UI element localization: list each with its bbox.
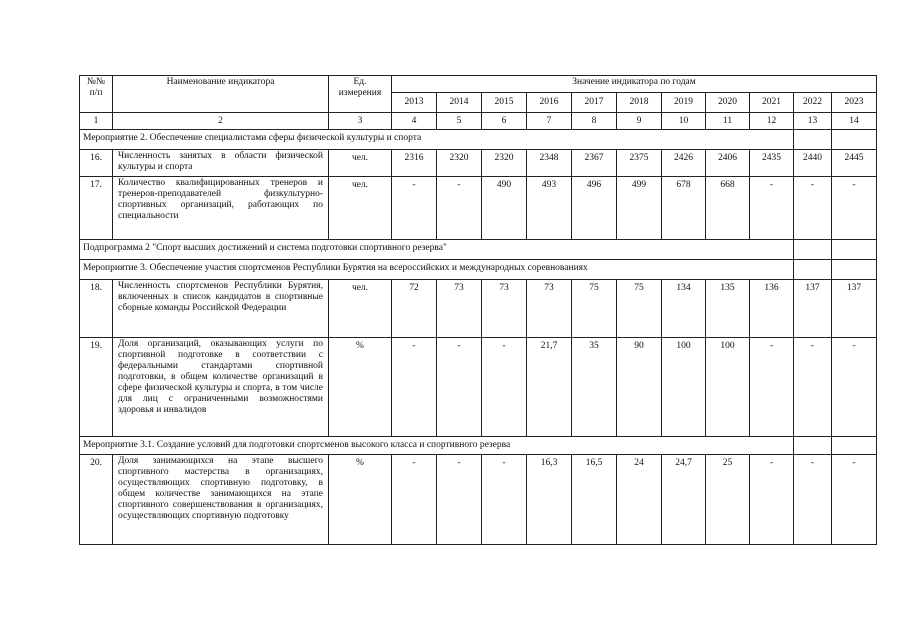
section-title: Мероприятие 3. Обеспечение участия спортсменов Республики Бурятия на всероссийских и международных соревнованиях — [80, 260, 794, 280]
value-cell: 496 — [572, 177, 617, 240]
value-cell: 90 — [617, 338, 662, 437]
value-cell: 2367 — [572, 150, 617, 177]
year-cell: 2013 — [392, 93, 437, 113]
value-cell: 2348 — [527, 150, 572, 177]
value-cell: - — [392, 455, 437, 545]
value-cell: 499 — [617, 177, 662, 240]
column-number: 6 — [482, 113, 527, 130]
year-cell: 2017 — [572, 93, 617, 113]
column-number: 3 — [329, 113, 392, 130]
column-number: 8 — [572, 113, 617, 130]
indicator-name: Доля занимающихся на этапе высшего спортивного мастерства в организациях, осуществляющих спортивную подготовку, в общем количестве занимающихся на этапе спортивного совершенствования в организациях, осуществляющих спортивную подготовку — [113, 455, 329, 545]
value-cell: - — [392, 177, 437, 240]
value-cell: - — [482, 338, 527, 437]
row-index: 16. — [80, 150, 113, 177]
header-values-title: Значение индикатора по годам — [392, 76, 877, 93]
value-cell: 137 — [832, 280, 877, 338]
value-cell: 135 — [706, 280, 750, 338]
column-number: 5 — [437, 113, 482, 130]
column-number: 9 — [617, 113, 662, 130]
value-cell: - — [832, 177, 877, 240]
year-cell: 2021 — [750, 93, 794, 113]
value-cell: 134 — [662, 280, 706, 338]
unit-cell: чел. — [329, 280, 392, 338]
value-cell: 2435 — [750, 150, 794, 177]
value-cell: 2316 — [392, 150, 437, 177]
row-index: 20. — [80, 455, 113, 545]
indicator-name: Количество квалифицированных тренеров и тренеров-преподавателей физкультурно-спортивных организаций, работающих по специальности — [113, 177, 329, 240]
year-cell: 2018 — [617, 93, 662, 113]
value-cell: - — [437, 338, 482, 437]
value-cell: - — [794, 338, 832, 437]
unit-cell: % — [329, 455, 392, 545]
value-cell: 137 — [794, 280, 832, 338]
unit-cell: % — [329, 338, 392, 437]
table-row — [80, 150, 877, 177]
value-cell: 24,7 — [662, 455, 706, 545]
value-cell: - — [437, 455, 482, 545]
section-title: Мероприятие 3.1. Создание условий для подготовки спортсменов высокого класса и спортивного резерва — [80, 437, 794, 455]
indicator-table — [79, 75, 877, 545]
value-cell: 72 — [392, 280, 437, 338]
value-cell: - — [750, 338, 794, 437]
value-cell: - — [482, 455, 527, 545]
row-index: 17. — [80, 177, 113, 240]
value-cell: 2445 — [832, 150, 877, 177]
column-number-row — [80, 113, 877, 130]
value-cell: - — [437, 177, 482, 240]
indicator-name: Численность спортсменов Республики Бурятия, включенных в список кандидатов в спортивные сборные команды Российской Федерации — [113, 280, 329, 338]
value-cell: - — [794, 177, 832, 240]
value-cell: - — [750, 177, 794, 240]
year-cell: 2014 — [437, 93, 482, 113]
column-number: 11 — [706, 113, 750, 130]
value-cell: 668 — [706, 177, 750, 240]
column-number: 7 — [527, 113, 572, 130]
indicator-name: Доля организаций, оказывающих услуги по спортивной подготовке в соответствии с федеральными стандартами спортивной подготовки, в общем количестве организаций в сфере физической культуры и спорта, в том числе для лиц с ограниченными возможностями здоровья и инвалидов — [113, 338, 329, 437]
header-name: Наименование индикатора — [113, 76, 329, 113]
header-row — [80, 76, 877, 93]
value-cell: 2440 — [794, 150, 832, 177]
value-cell: 75 — [617, 280, 662, 338]
value-cell: 25 — [706, 455, 750, 545]
column-number: 13 — [794, 113, 832, 130]
section-row — [80, 130, 877, 150]
year-cell: 2019 — [662, 93, 706, 113]
value-cell: - — [794, 455, 832, 545]
column-number: 4 — [392, 113, 437, 130]
row-index: 19. — [80, 338, 113, 437]
section-row — [80, 260, 877, 280]
value-cell: 73 — [482, 280, 527, 338]
value-cell: 16,5 — [572, 455, 617, 545]
table-row — [80, 177, 877, 240]
column-number: 10 — [662, 113, 706, 130]
value-cell: 2375 — [617, 150, 662, 177]
value-cell: 16,3 — [527, 455, 572, 545]
column-number: 2 — [113, 113, 329, 130]
column-number: 14 — [832, 113, 877, 130]
year-cell: 2022 — [794, 93, 832, 113]
header-num: №№ п/п — [80, 76, 113, 113]
value-cell: 2406 — [706, 150, 750, 177]
column-number: 12 — [750, 113, 794, 130]
value-cell: 493 — [527, 177, 572, 240]
year-cell: 2016 — [527, 93, 572, 113]
value-cell: 21,7 — [527, 338, 572, 437]
section-row — [80, 240, 877, 260]
value-cell: 2320 — [482, 150, 527, 177]
section-row — [80, 437, 877, 455]
value-cell: 24 — [617, 455, 662, 545]
year-cell: 2023 — [832, 93, 877, 113]
value-cell: 75 — [572, 280, 617, 338]
table-row — [80, 455, 877, 545]
column-number: 1 — [80, 113, 113, 130]
year-cell: 2015 — [482, 93, 527, 113]
value-cell: 73 — [437, 280, 482, 338]
value-cell: - — [832, 338, 877, 437]
value-cell: 136 — [750, 280, 794, 338]
value-cell: 73 — [527, 280, 572, 338]
value-cell: - — [392, 338, 437, 437]
value-cell: 678 — [662, 177, 706, 240]
year-cell: 2020 — [706, 93, 750, 113]
value-cell: 100 — [662, 338, 706, 437]
unit-cell: чел. — [329, 150, 392, 177]
value-cell: 35 — [572, 338, 617, 437]
section-title: Подпрограмма 2 "Спорт высших достижений и система подготовки спортивного резерва" — [80, 240, 794, 260]
indicator-name: Численность занятых в области физической культуры и спорта — [113, 150, 329, 177]
value-cell: 490 — [482, 177, 527, 240]
table-row — [80, 280, 877, 338]
unit-cell: чел. — [329, 177, 392, 240]
value-cell: - — [832, 455, 877, 545]
value-cell: 2426 — [662, 150, 706, 177]
row-index: 18. — [80, 280, 113, 338]
value-cell: - — [750, 455, 794, 545]
value-cell: 100 — [706, 338, 750, 437]
section-title: Мероприятие 2. Обеспечение специалистами сферы физической культуры и спорта — [80, 130, 794, 150]
value-cell: 2320 — [437, 150, 482, 177]
header-unit: Ед. измерения — [329, 76, 392, 113]
table-row — [80, 338, 877, 437]
